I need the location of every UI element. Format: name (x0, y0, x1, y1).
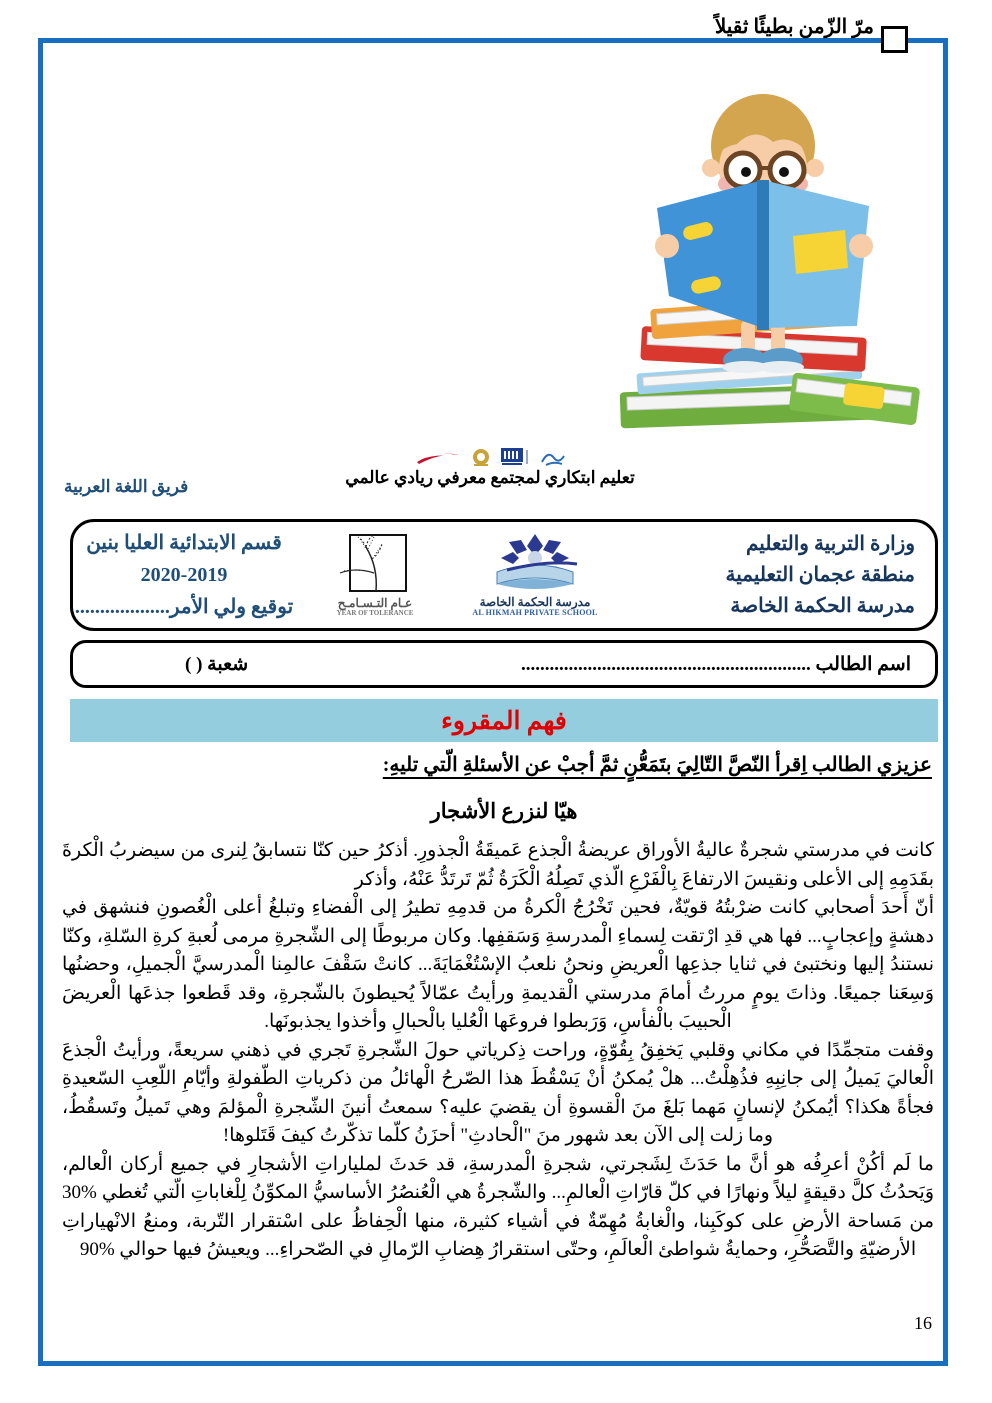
guardian-signature-line: توقيع ولي الأمر................... (74, 596, 294, 618)
reading-passage (62, 837, 934, 1265)
instruction-line: عزيزي الطالب اِقرأ النّصَّ التّالِيَ بتَمَعُّنٍ ثمَّ أجبْ عن الأسئلةِ الّتي تليهِ: (382, 754, 932, 776)
unesco-icon (501, 448, 531, 468)
section-banner (70, 699, 938, 742)
passage-paragraph: كانت في مدرستي شجرةٌ عاليةُ الأوراق عريضةُ الْجذع عَميقَةُ الْجذورِ. أذكرُ حين كنّا نتسابقُ لِنرى من سيضربُ الْكرةَ بقَدَمِهِ إلى الأعلى ونقيسَ الارتفاعَ بِالْفَرْعِ الّذي تَصِلُهُ الْكَرَةُ ثُمّ تَرتَدُّ عَنْهُ، وأذكر (62, 840, 934, 890)
partner-logos (40, 446, 940, 470)
school-emblem-icon (487, 534, 583, 596)
page-number: 16 (914, 1313, 932, 1333)
school-year: 2020-2019 (140, 564, 228, 586)
header-note: مرّ الزّمن بطيئًا ثقيلاً (714, 16, 874, 38)
motto: تعليم ابتكاري لمجتمع معرفي ريادي عالمي (345, 468, 635, 487)
school-logo (455, 534, 615, 617)
boy-reading-illustration (595, 88, 925, 448)
ministry-info (615, 529, 935, 622)
ministry-line: منطقة عجمان التعليمية (725, 563, 915, 586)
tolerance-label-arabic: عـام التـسـامـح (337, 596, 413, 610)
passage-paragraph: أنّ أَحدَ أصحابي كانت ضرْبتُهُ قويّةٌ، فحين تَخْرُجُ الْكرةُ من قدمِهِ تطيرُ إلى الْفضاءِ وتبلغُ أعلى الْغُصونِ فنشهق في دهشةٍ وإعجابٍ... فها هي قدِ ارْتقت لِسماءِ الْمدرسةِ وَسَقفِها. وكان مربوطًا إلى الشّجرةِ مرمى لُعبةِ كرةِ السّلةِ، وكنّا نستندُ إليها ونختبئ في ثنايا جذعِها الْعريضِ ونحنُ نلعبُ الإسْتُغْمَايَةَ... كانتْ سَقْفَ عالمِنا الْمدرسيَّ الْجميلِ، وحضنُها وَسِعَنا جميعًا. وذاتَ يومٍ مررتُ أمامَ مدرستي الْقديمةِ ورأيتُ عمّالاً يُحيطونَ بالشّجرةِ، وقد قَطعوا جذعَها الْعريضَ الْحبيبَ بالْفأسِ، وَرَبطوا فروعَها الْعُليا بالْحبالِ وأخذوا يجذبونَها. (62, 897, 934, 1032)
ghaf-tree-icon (336, 533, 414, 597)
tolerance-label-english: YEAR OF TOLERANCE (336, 609, 414, 617)
ministry-line: مدرسة الحكمة الخاصة (730, 594, 915, 617)
section-banner-title: فهم المقروء (441, 707, 567, 735)
department-line: قسم الابتدائية العليا بنين (86, 532, 282, 554)
student-info-bar (70, 640, 938, 688)
team-label: فريق اللغة العربية (64, 477, 189, 496)
uae-ribbon-icon (415, 449, 461, 467)
gold-emblem-icon (470, 447, 492, 469)
department-info (73, 527, 295, 623)
class-section-field: شعبة ( ) (185, 653, 249, 675)
passage-paragraph: وقفت متجمِّدًا في مكاني وقلبي يَخفِقُ بِقُوّةٍ، وراحت ذِكرياتي حولَ الشّجرةِ تَجري في ذهني سريعةً، ورأيتُ الْجذعَ الْعاليَ يَميلُ إلى جانِبِهِ فذُهِلْتُ... هلْ يُمكنُ أنْ يَسْقُطَ هذا الصّرحُ الْهائلُ من ذكرياتِ الطّفولةِ وأيّامِ اللّعِبِ السّعيدةِ فجأةً هكذا؟ أيُمكنُ لإنسانٍ مَهما بَلغَ منَ الْقسوةِ أن يقضيَ عليه؟ سمعتُ أنينَ الشّجرةِ الْمؤلمَ وهي تَميلُ وتَسقُطُ، وما زلت إلى الآن بعد شهور منَ "الْحادثِ" أحزَنُ كلّما تذكّرتُ كيفَ قَتَلوها! (62, 1039, 934, 1146)
ministry-line: وزارة التربية والتعليم (745, 532, 915, 555)
year-of-tolerance-logo (295, 533, 455, 617)
student-name-field: اسم الطالب ............................................................. (521, 653, 911, 675)
signature-script-icon (540, 448, 566, 468)
passage-paragraph: ما لَم أكُنْ أعرِفُه هو أنَّ ما حَدَثَ لِشَجرتي، شجرةِ الْمدرسةِ، قد حَدثَ لملياراتِ الأشجارِ في جميع أركان الْعالم، وَيَحدُثُ كلَّ دقيقةٍ ليلاً ونهارًا في كلّ قارّاتِ الْعالمِ... والشّجرةُ هي الْعُنصُرُ الأساسيُّ المكوِّنُ لِلْغاباتِ الّتي تُغطي %30 من مَساحة الأرضِ على كوكَبِنا، والْغابةُ مُهِمّةٌ في أشياء كثيرة، منها الْحِفاظُ على اسْتقرار التّربة، ومنعُ الانْهياراتِ الأرضيّةِ والتَّصَحُّرِ، وحمايةُ شواطئ الْعالَمِ، وحتّى استقرارُ هِضابِ الرّمالِ في الصّحراءِ... ويعيشُ فيها حوالي %90 (62, 1153, 934, 1260)
checkbox-icon (881, 26, 908, 53)
school-header-box (70, 519, 938, 631)
boy-reading-icon (595, 88, 925, 448)
school-name-arabic: مدرسة الحكمة الخاصة (479, 594, 591, 609)
reading-title: هيّا لنزرع الأشجار (430, 799, 578, 823)
school-name-english: AL HIKMAH PRIVATE SCHOOL (472, 607, 598, 617)
